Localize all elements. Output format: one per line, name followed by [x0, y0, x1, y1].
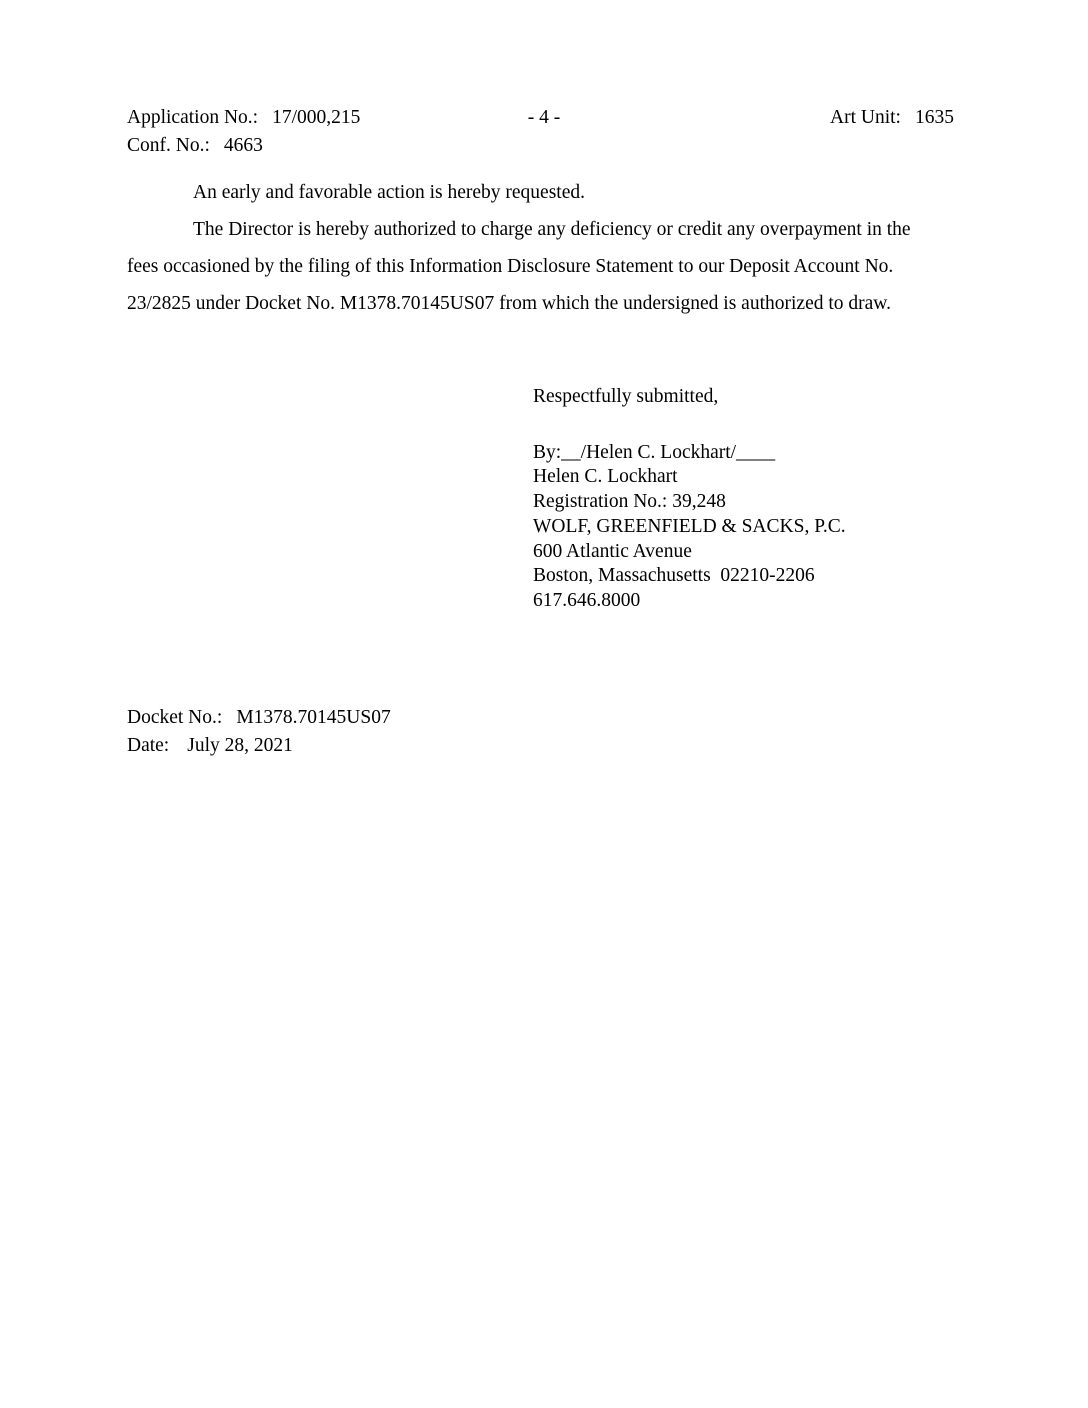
art-unit-row — [830, 104, 954, 132]
page-number: - 4 - — [527, 107, 561, 128]
body-text — [127, 174, 987, 322]
art-unit-value: 1635 — [914, 107, 954, 128]
footer-block — [127, 704, 391, 760]
docket-number-value: M1378.70145US07 — [236, 707, 391, 728]
address-street: 600 Atlantic Avenue — [533, 540, 692, 562]
signature-block — [533, 385, 846, 614]
signature-by-line: By:__/Helen C. Lockhart/____ — [533, 441, 776, 463]
signer-name: Helen C. Lockhart — [533, 466, 678, 488]
registration-number: Registration No.: 39,248 — [533, 491, 726, 513]
body-paragraph2-line: The Director is hereby authorized to charge any deficiency or credit any overpayment in the — [193, 219, 911, 240]
date-label: Date: — [127, 735, 170, 756]
art-unit-label: Art Unit: — [830, 107, 901, 128]
address-city-state-zip: Boston, Massachusetts 02210-2206 — [533, 565, 815, 587]
docket-number-row — [127, 704, 391, 732]
confirmation-number-value: 4663 — [223, 135, 263, 156]
application-number-label: Application No.: — [127, 107, 259, 128]
phone-number: 617.646.8000 — [533, 589, 641, 611]
application-number-value: 17/000,215 — [272, 107, 361, 128]
confirmation-number-row — [127, 132, 360, 160]
date-value: July 28, 2021 — [187, 735, 293, 756]
body-paragraph2-line: fees occasioned by the filing of this Information Disclosure Statement to our Deposit Account No. — [127, 256, 894, 277]
date-row — [127, 732, 391, 760]
body-paragraph1-line: An early and favorable action is hereby requested. — [193, 182, 585, 203]
confirmation-number-label: Conf. No.: — [127, 135, 210, 156]
firm-name: WOLF, GREENFIELD & SACKS, P.C. — [533, 515, 846, 537]
docket-number-label: Docket No.: — [127, 707, 223, 728]
body-paragraph2-line: 23/2825 under Docket No. M1378.70145US07 from which the undersigned is authorized to draw. — [127, 293, 891, 314]
closing-line: Respectfully submitted, — [533, 386, 719, 407]
